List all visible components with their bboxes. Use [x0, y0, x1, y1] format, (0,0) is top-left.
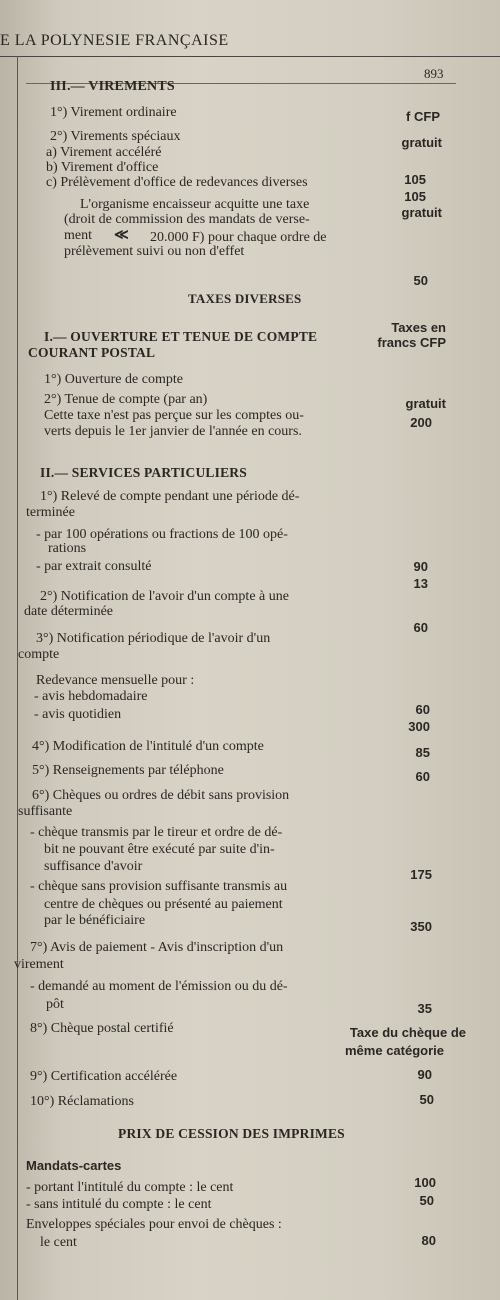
line-virements-speciaux: 2°) Virements spéciaux	[50, 129, 181, 144]
line-s7d: pôt	[46, 997, 64, 1012]
line-virement-ordinaire: 1°) Virement ordinaire	[50, 105, 177, 120]
line-virement-office: b) Virement d'office	[46, 160, 159, 175]
line-s8: 8°) Chèque postal certifié	[30, 1021, 174, 1036]
heading-ouverture-2: COURANT POSTAL	[28, 345, 156, 360]
line-s6g: centre de chèques ou présenté au paiement	[44, 897, 283, 912]
value-s5: 60	[415, 769, 430, 784]
para-line-1: L'organisme encaisseur acquitte une taxe	[80, 197, 310, 212]
value-s6b: 350	[410, 919, 432, 934]
line-s3b: compte	[18, 647, 60, 662]
value-s2: 60	[413, 620, 428, 635]
value-s1b: 13	[413, 576, 428, 591]
para-line-3c: 20.000 F) pour chaque ordre de	[150, 230, 327, 245]
para-line-2: (droit de commission des mandats de verse-	[64, 212, 310, 227]
para-line-3a: ment	[64, 228, 92, 243]
para-line-4: prélèvement suivi ou non d'effet	[64, 244, 245, 259]
line-s1b: terminée	[26, 505, 75, 520]
value-prix-2: 50	[419, 1193, 434, 1208]
col-header-2: francs CFP	[377, 335, 446, 350]
line-s6b: suffisante	[18, 804, 73, 819]
value-s8a: Taxe du chèque de	[349, 1025, 466, 1040]
line-s6h: par le bénéficiaire	[44, 913, 146, 928]
line-s5: 5°) Renseignements par téléphone	[32, 763, 224, 778]
value-prelevement: gratuit	[401, 205, 442, 220]
line-s3c: Redevance mensuelle pour :	[36, 673, 195, 688]
value-s9: 90	[417, 1067, 432, 1082]
line-s3d: - avis hebdomadaire	[34, 689, 148, 704]
col-header-1: Taxes en	[391, 320, 446, 335]
line-virement-accelere: a) Virement accéléré	[46, 145, 162, 160]
line-prix-4: le cent	[40, 1235, 77, 1250]
value-s7: 35	[417, 1001, 432, 1016]
running-header: E LA POLYNESIE FRANÇAISE	[0, 32, 229, 49]
line-s2a: 2°) Notification de l'avoir d'un compte à une	[40, 589, 289, 604]
value-tenue: 200	[410, 415, 432, 430]
line-s1d: rations	[48, 541, 87, 556]
value-commission: 50	[413, 273, 428, 288]
section-heading-virements: III.— VIREMENTS	[50, 79, 175, 94]
line-s3a: 3°) Notification périodique de l'avoir d'un	[36, 631, 271, 646]
line-s6a: 6°) Chèques ou ordres de débit sans provision	[32, 788, 290, 803]
subheading-mandats: Mandats-cartes	[26, 1158, 122, 1173]
line-s7c: - demandé au moment de l'émission ou du dé-	[30, 979, 288, 994]
value-s1a: 90	[413, 559, 428, 574]
column-rule	[17, 56, 18, 1300]
line-s6c: - chèque transmis par le tireur et ordre de dé-	[30, 825, 283, 840]
line-prix-3: Enveloppes spéciales pour envoi de chèques :	[26, 1217, 282, 1232]
line-s7a: 7°) Avis de paiement - Avis d'inscription d'un	[30, 940, 284, 955]
value-s3b: 300	[408, 719, 430, 734]
value-accelere: 105	[404, 172, 426, 187]
heading-services: II.— SERVICES PARTICULIERS	[40, 465, 247, 480]
line-ouverture: 1°) Ouverture de compte	[44, 372, 183, 387]
value-ouverture: gratuit	[405, 396, 446, 411]
line-s1a: 1°) Relevé de compte pendant une période dé-	[40, 489, 300, 504]
line-s7b: virement	[14, 957, 64, 972]
value-s10: 50	[419, 1092, 434, 1107]
value-s4: 85	[415, 745, 430, 760]
value-prix-1: 100	[414, 1175, 436, 1190]
value-virements-speciaux: gratuit	[401, 135, 442, 150]
line-s6e: suffisance d'avoir	[44, 859, 143, 874]
line-s3e: - avis quotidien	[34, 707, 122, 722]
page-number: 893	[424, 66, 444, 81]
line-s9: 9°) Certification accélérée	[30, 1069, 178, 1084]
line-s1c: - par 100 opérations ou fractions de 100 opé-	[36, 527, 288, 542]
value-s8b: même catégorie	[345, 1043, 444, 1058]
line-s6d: bit ne pouvant être exécuté par suite d'in-	[44, 842, 275, 857]
value-office: 105	[404, 189, 426, 204]
value-prix-3: 80	[421, 1233, 436, 1248]
note-tenue-2: verts depuis le 1er janvier de l'année en cours.	[44, 424, 302, 439]
line-prix-2: - sans intitulé du compte : le cent	[26, 1197, 212, 1212]
unit-label: f CFP	[406, 109, 440, 124]
value-s6a: 175	[410, 867, 432, 882]
line-s2b: date déterminée	[24, 604, 114, 619]
line-s10: 10°) Réclamations	[30, 1094, 134, 1109]
line-prelevement: c) Prélèvement d'office de redevances diverses	[46, 175, 308, 190]
section-heading-taxes: TAXES DIVERSES	[188, 291, 302, 306]
line-s4: 4°) Modification de l'intitulé d'un compte	[32, 739, 264, 754]
heading-ouverture-1: I.— OUVERTURE ET TENUE DE COMPTE	[44, 329, 318, 344]
header-rule	[0, 56, 500, 57]
line-s1e: - par extrait consulté	[36, 559, 152, 574]
para-line-3b: ≪	[114, 228, 129, 243]
line-s6f: - chèque sans provision suffisante transmis au	[30, 879, 288, 894]
heading-prix: PRIX DE CESSION DES IMPRIMES	[118, 1126, 345, 1141]
line-prix-1: - portant l'intitulé du compte : le cent	[26, 1180, 234, 1195]
note-tenue-1: Cette taxe n'est pas perçue sur les comptes ou-	[44, 408, 304, 423]
value-s3a: 60	[415, 702, 430, 717]
line-tenue: 2°) Tenue de compte (par an)	[44, 392, 208, 407]
